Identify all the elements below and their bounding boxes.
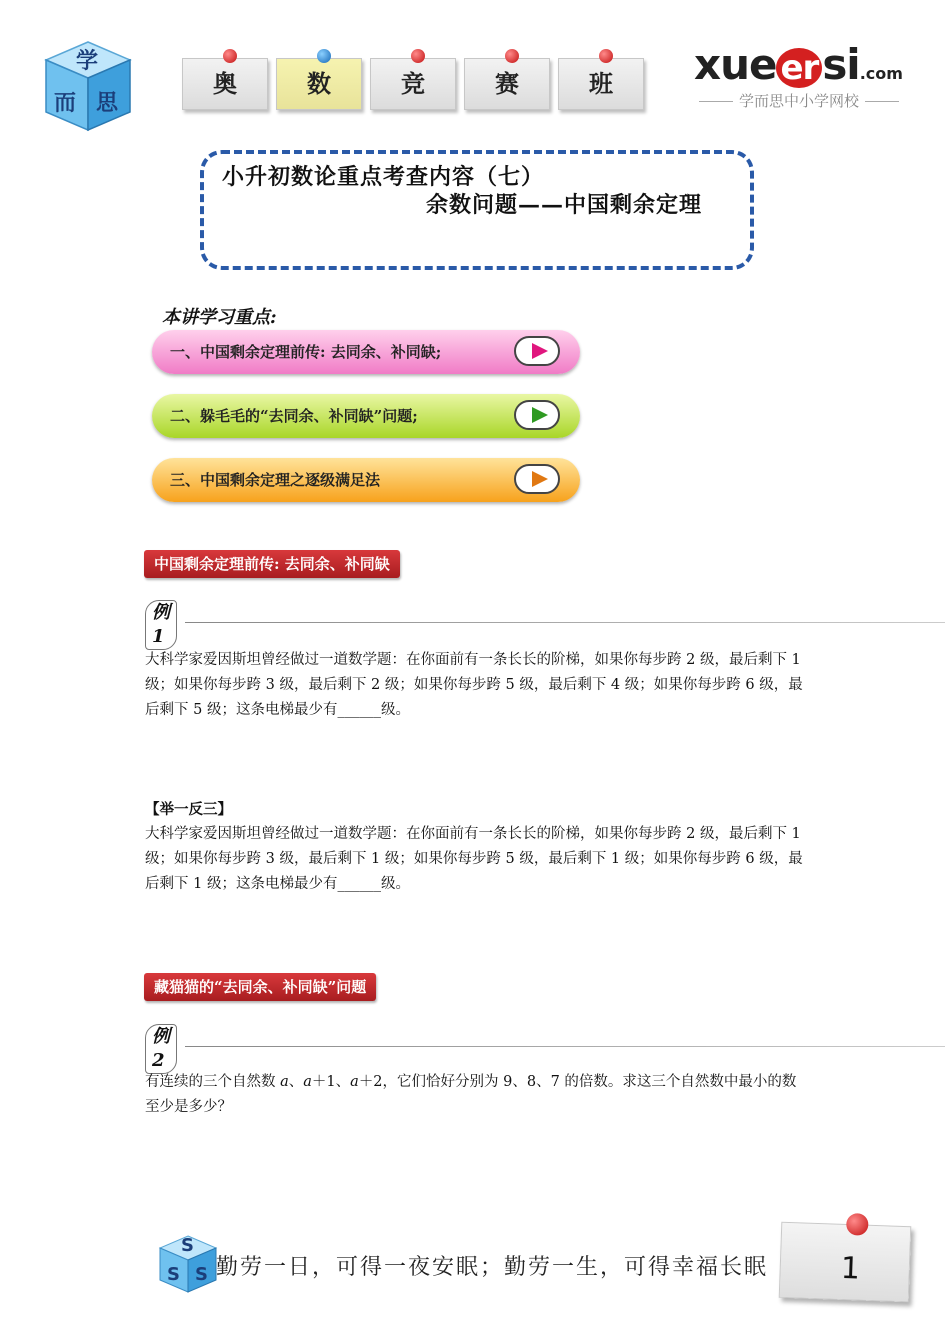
play-icon[interactable] [514, 400, 560, 430]
tab-label: 奥 [213, 70, 237, 98]
tab-label: 数 [307, 70, 331, 98]
tab-shu [276, 58, 362, 110]
divider [185, 1046, 945, 1047]
tab-jing [370, 58, 456, 110]
variable-a: a [280, 1074, 289, 1090]
page-number: 1 [840, 1250, 861, 1287]
section-banner-1: 中国剩余定理前传: 去同余、补同缺 [144, 550, 400, 578]
brand-pre: xue [694, 40, 777, 89]
focus-item-label: 二、躲毛毛的“去同余、补同缺”问题; [170, 407, 418, 425]
tab-label: 竞 [401, 70, 425, 98]
pushpin-icon [846, 1213, 869, 1236]
practice-text: 大科学家爱因斯坦曾经做过一道数学题：在你面前有一条长长的阶梯，如果你每步跨 2 级，最后剩下 1 级；如果你每步跨 3 级，最后剩下 1 级；如果你每步跨 5 级，最后剩下 1 级；如果你每步跨 6 级，最后剩下 1 级；这条电梯最少有______级。 [145, 826, 803, 892]
focus-item-1[interactable] [152, 330, 580, 374]
practice-label: 【举一反三】 [145, 801, 232, 818]
focus-item-label: 一、中国剩余定理前传: 去同余、补同缺; [170, 343, 442, 361]
footer-motto: 勤劳一日，可得一夜安眠；勤劳一生，可得幸福长眠 [216, 1255, 769, 1280]
brand-subtitle: 学而思中小学网校 [680, 90, 918, 111]
example-2-text [145, 1070, 809, 1120]
variable-a: a [303, 1074, 312, 1090]
text-part: 有连续的三个自然数 [145, 1074, 281, 1090]
school-logo-cube [42, 38, 134, 134]
tab-ao [182, 58, 268, 110]
example-label: 例1 [145, 600, 177, 650]
variable-a: a [350, 1074, 359, 1090]
pushpin-icon [599, 49, 613, 63]
divider [185, 622, 945, 623]
text-part: ＋2，它们恰好分别为 9、8、7 的倍数。求这三个自然数中最小的数至少是多少？ [145, 1074, 797, 1115]
example-label: 例2 [145, 1024, 177, 1074]
play-icon[interactable] [514, 336, 560, 366]
cube-letter-right: S [195, 1264, 208, 1285]
footer-logo-cube [158, 1234, 218, 1294]
tab-ban [558, 58, 644, 110]
brand-suffix: .com [859, 64, 903, 83]
cube-letter-left: 而 [54, 91, 77, 116]
cube-letter-top: S [181, 1235, 194, 1256]
focus-item-label: 三、中国剩余定理之逐级满足法 [170, 471, 381, 489]
pushpin-icon [505, 49, 519, 63]
brand-logo [694, 40, 903, 89]
brand-mid: er [776, 48, 822, 88]
play-icon[interactable] [514, 464, 560, 494]
focus-item-2[interactable] [152, 394, 580, 438]
focus-item-3[interactable] [152, 458, 580, 502]
page-title: 小升初数论重点考查内容（七） [222, 164, 545, 190]
text-part: 、 [288, 1074, 304, 1090]
cube-letter-top: 学 [76, 49, 99, 74]
pushpin-icon [411, 49, 425, 63]
cube-letter-right: 思 [96, 91, 119, 116]
page-number-note [779, 1222, 912, 1302]
brand-post: si [822, 40, 860, 89]
section-banner-2: 藏猫猫的“去同余、补同缺”问题 [144, 973, 376, 1001]
pushpin-icon [223, 49, 237, 63]
tab-label: 赛 [495, 70, 519, 98]
example-1-text: 大科学家爱因斯坦曾经做过一道数学题：在你面前有一条长长的阶梯，如果你每步跨 2 级，最后剩下 1 级；如果你每步跨 3 级，最后剩下 2 级；如果你每步跨 5 级，最后剩下 4 级；如果你每步跨 6 级，最后剩下 5 级；这条电梯最少有______级。 [145, 652, 803, 718]
page-subtitle: 余数问题——中国剩余定理 [426, 192, 703, 218]
pushpin-icon [317, 49, 331, 63]
tab-label: 班 [589, 70, 613, 98]
focus-heading: 本讲学习重点: [162, 307, 277, 328]
tab-sai [464, 58, 550, 110]
cube-letter-left: S [167, 1264, 180, 1285]
text-part: ＋1、 [311, 1074, 351, 1090]
